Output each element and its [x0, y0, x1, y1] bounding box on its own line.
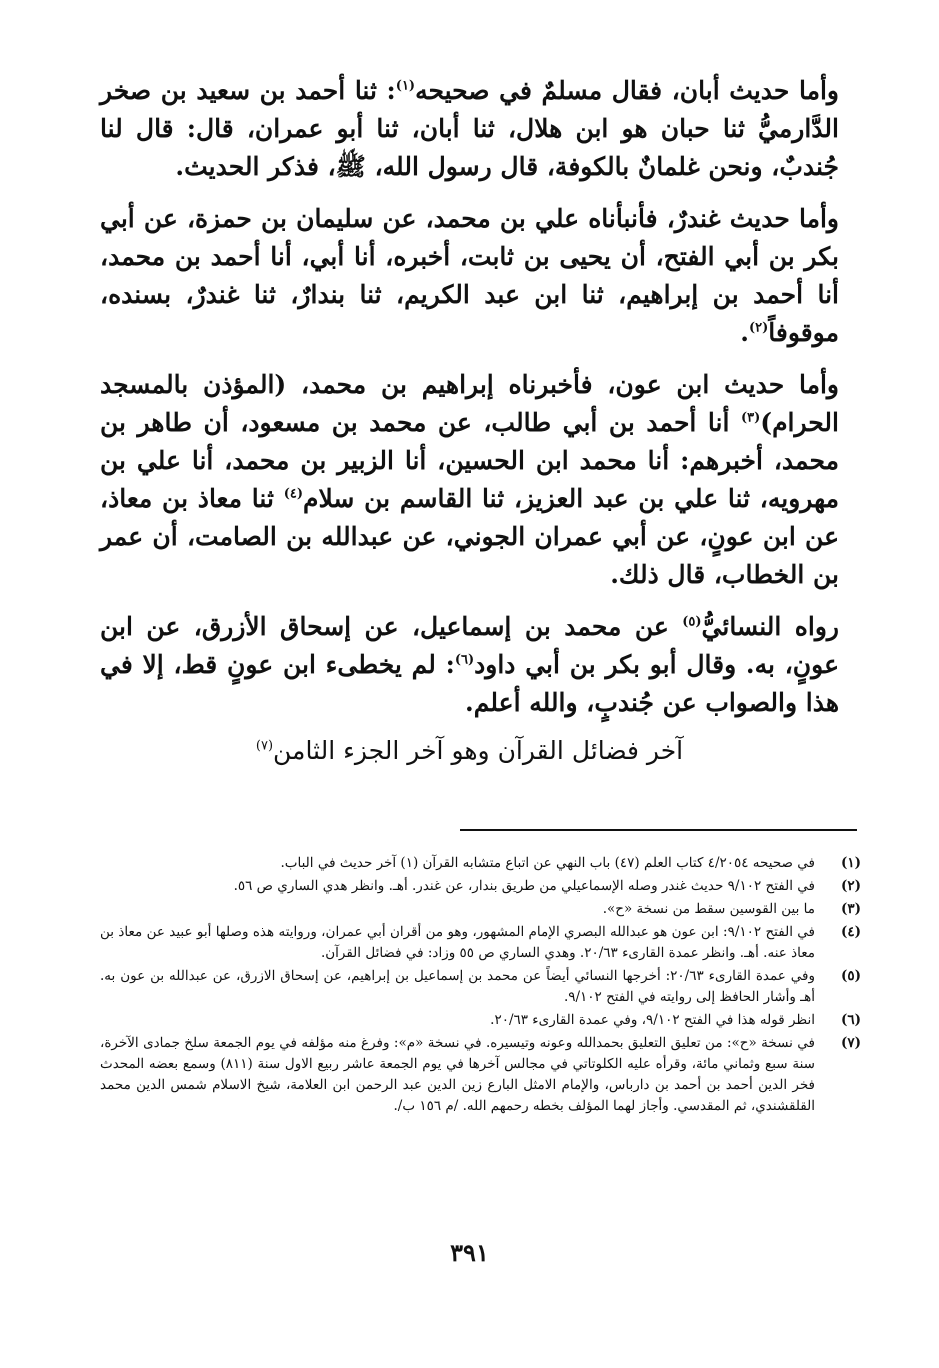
footnotes: [100, 853, 861, 1119]
footnote-text: انظر قوله هذا في الفتح ٩/١٠٢، وفي عمدة القارىء ٢٠/٦٣.: [490, 1012, 815, 1028]
footnote-ref: (٤): [283, 486, 303, 502]
paragraph-text: ثنا معاذ بن معاذ، عن ابن عونٍ، عن أبي عمران الجوني، عن عبدالله بن الصامت، أن عمر بن الخطاب، قال ذلك.: [100, 484, 839, 589]
footnote-text: في الفتح ٩/١٠٢ حديث غندر وصله الإسماعيلي من طريق بندار، عن غندر. أهـ. وانظر هدي الساري ص ٥٦.: [233, 878, 815, 894]
paragraph-text: : لم يخطىء ابن عونٍ قط، إلا في هذا والصواب عن جُندبٍ، والله أعلم.: [100, 650, 839, 717]
paragraph-text: وأما حديث غندرٌ، فأنبأناه علي بن محمد، عن سليمان بن حمزة، عن أبي بكر بن أبي الفتح، أن يحيى بن ثابت، أخبره، أنا أبي، أنا أحمد بن محمد، أنا أحمد بن إبراهيم، ثنا ابن عبد الكريم، ثنا بندارٌ، ثنا غندرٌ، بسنده، موقوفاً: [100, 204, 839, 347]
footnote-number: (٤): [840, 924, 861, 940]
footnote: [100, 966, 861, 1008]
paragraph-text: وأما حديث ابن عون، فأخبرناه إبراهيم بن محمد، (المؤذن بالمسجد الحرام): [100, 370, 839, 437]
footnote-ref: (٦): [454, 652, 475, 668]
footnote: [100, 1010, 861, 1031]
paragraph-text: أنا أحمد بن أبي طالب، عن محمد بن مسعود، أن طاهر بن محمد، أخبرهم: أنا محمد ابن الحسين، أنا الزبير بن محمد، أنا علي بن مهرويه، ثنا علي بن عبد العزيز، ثنا القاسم بن سلام: [100, 408, 839, 513]
footnote: [100, 876, 861, 897]
footnote-ref: (٧): [255, 738, 274, 754]
footnote-number: (٧): [840, 1035, 861, 1051]
footnote-ref: (٢): [748, 320, 769, 336]
paragraph-nasai: [100, 608, 839, 722]
footnote-text: ما بين القوسين سقط من نسخة «ح».: [602, 901, 815, 917]
footnote: [100, 1033, 861, 1117]
paragraph-ghundar: [100, 200, 839, 352]
page-number: ٣٩١: [450, 1238, 489, 1267]
paragraph-ibn-awn: [100, 366, 839, 594]
footnote-ref: (٥): [682, 614, 702, 630]
paragraph-text: : ثنا أحمد بن سعيد بن صخر الدَّارميُّ ثنا حبان هو ابن هلال، ثنا أبان، ثنا أبو عمران، قال: قال لنا جُندبٌ، ونحن غلمانٌ بالكوفة، قال رسول الله، ﷺ، فذكر الحديث.: [100, 76, 839, 181]
footnote: [100, 922, 861, 964]
main-text: [100, 72, 839, 770]
footnote-number: (٣): [840, 901, 861, 917]
paragraph-text: عن محمد بن إسماعيل، عن إسحاق الأزرق، عن ابن عونٍ، به. وقال أبو بكر بن أبي داود: [100, 612, 839, 679]
paragraph-aban: [100, 72, 839, 186]
footnote-text: في نسخة «ح»: من تعليق التعليق بحمدالله وعونه وتيسيره. في نسخة «م»: وفرغ منه مؤلفه في يوم الجمعة سلخ جمادى الآخرة، سنة سبع وثماني مائة، وقرأه عليه الكلوتاتي في مجالس آخرها في يوم الجمعة عاشر ربيع الاول سنة (٨١١) وسمع بعضه المحدث فخر الدين أحمد بن أحمد بن دارباس، والإمام الامثل البارع زين الدين عبد الرحمن ابن العلامة، شيخ الاسلام شمس الدين محمد القلقشندي، ثم المقدسي. وأجاز لهما المؤلف بخطه رحمهم الله. /م ١٥٦ ب/.: [100, 1035, 815, 1114]
closing-line: [100, 732, 839, 770]
paragraph-text: وأما حديث أبان، فقال مسلمٌ في صحيحه: [415, 76, 839, 105]
footnote-ref: (١): [395, 78, 416, 94]
closing-text: آخر فضائل القرآن وهو آخر الجزء الثامن: [273, 736, 684, 765]
paragraph-text: .: [740, 318, 749, 347]
footnote-number: (٢): [840, 878, 861, 894]
footnote: [100, 899, 861, 920]
footnote-text: وفي عمدة القارىء ٢٠/٦٣: أخرجها النسائي أيضاً عن محمد بن إسماعيل بن إبراهيم، عن إسحاق الازرق، عن عبدالله بن عون به. أهـ وأشار الحافظ إلى روايته في الفتح ٩/١٠٢.: [100, 968, 815, 1005]
footnote: [100, 853, 861, 874]
footnote-ref: (٣): [740, 410, 761, 426]
footnote-number: (٦): [840, 1012, 861, 1028]
footnote-text: في الفتح ٩/١٠٢: ابن عون هو عبدالله البصري الإمام المشهور، وهو من أقران أبي عمران، وروايته هذه وصلها أبو عبيد عن معاذ بن معاذ عنه. أهـ. وانظر عمدة القارىء ٢٠/٦٣. وهدي الساري ص ٥٥ وزاد: في فضائل القرآن.: [100, 924, 815, 961]
footnote-number: (٥): [840, 968, 861, 984]
paragraph-text: رواه النسائيُّ: [701, 612, 839, 641]
footnote-number: (١): [840, 855, 861, 871]
footnote-divider: [460, 829, 857, 831]
footnote-text: في صحيحه ٤/٢٠٥٤ كتاب العلم (٤٧) باب النهي عن اتباع متشابه القرآن (١) آخر حديث في الباب.: [280, 855, 815, 871]
